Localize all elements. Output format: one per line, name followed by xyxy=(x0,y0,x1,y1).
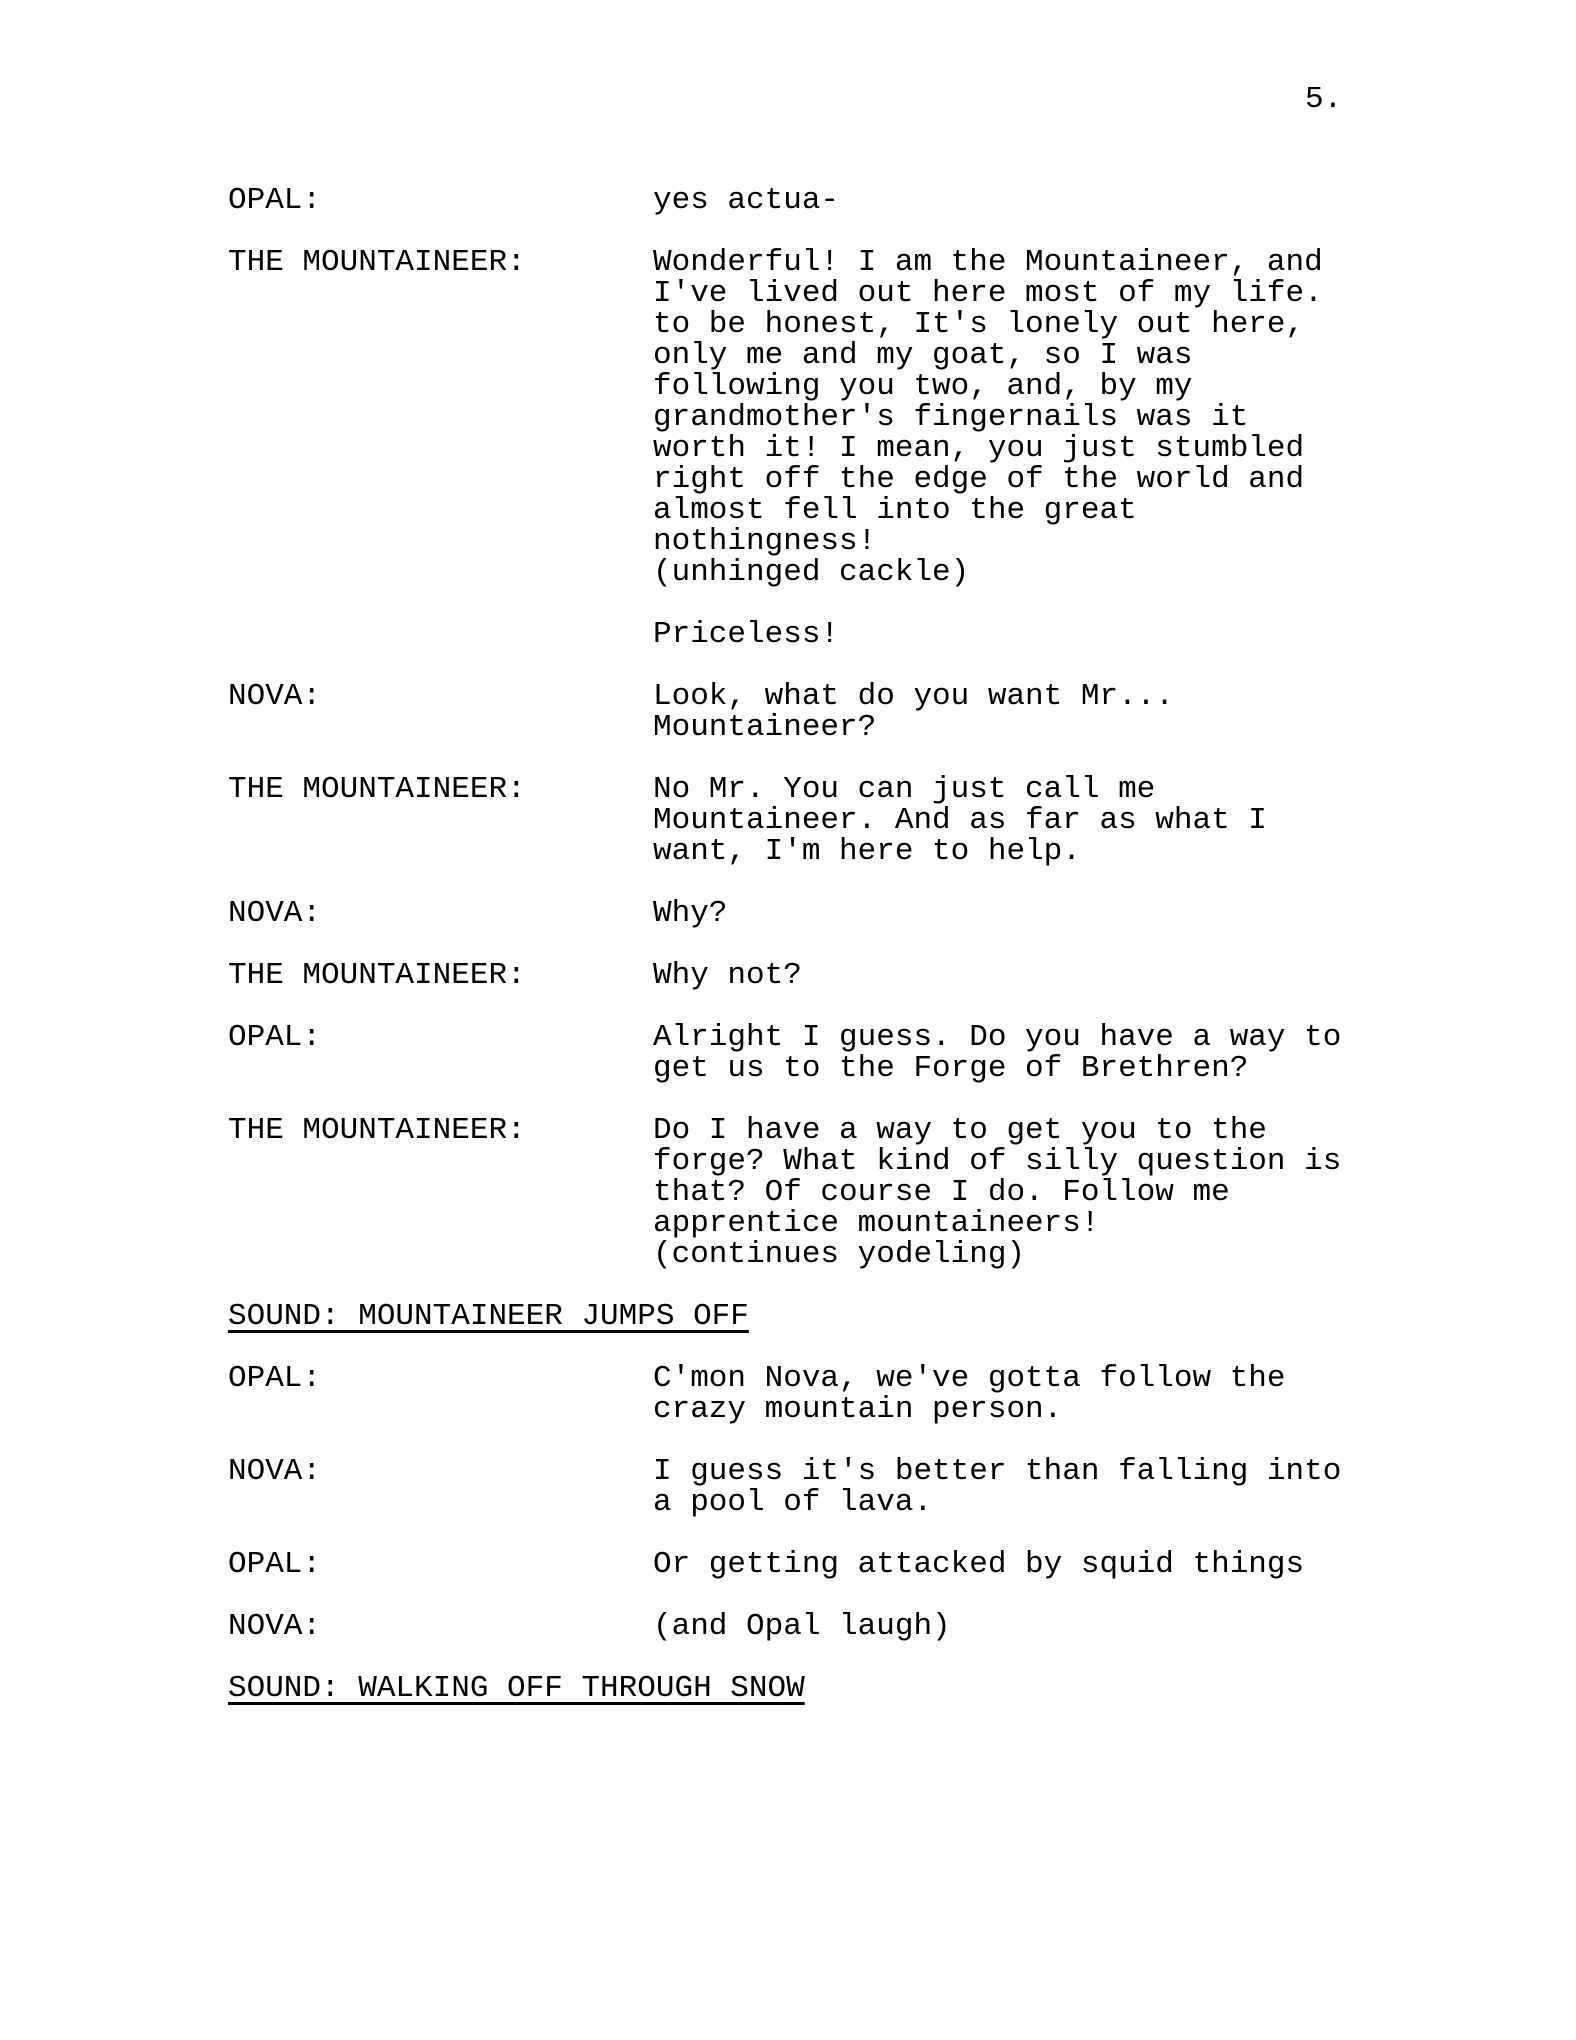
dialogue-block xyxy=(228,1115,1478,1270)
dialogue-text xyxy=(653,898,1478,929)
script-content xyxy=(228,185,1478,1735)
dialogue-line: nothingness! xyxy=(653,524,877,559)
dialogue-block xyxy=(228,898,1478,929)
speaker-name: THE MOUNTAINEER: xyxy=(228,958,526,993)
dialogue-text xyxy=(653,185,1478,216)
speaker-name: NOVA: xyxy=(228,679,322,714)
speaker-name: NOVA: xyxy=(228,1454,322,1489)
dialogue-line: Look, what do you want Mr... xyxy=(653,679,1174,714)
dialogue-line: Mountaineer? xyxy=(653,710,877,745)
dialogue-line: right off the edge of the world and xyxy=(653,462,1305,497)
dialogue-block xyxy=(228,247,1478,650)
dialogue-text xyxy=(653,960,1478,991)
dialogue-line: following you two, and, by my xyxy=(653,369,1193,404)
dialogue-line: Alright I guess. Do you have a way to xyxy=(653,1020,1342,1055)
dialogue-line: a pool of lava. xyxy=(653,1485,933,1520)
dialogue-block xyxy=(228,1022,1478,1084)
dialogue-line: almost fell into the great xyxy=(653,493,1137,528)
dialogue-block xyxy=(228,1549,1478,1580)
dialogue-line: Do I have a way to get you to the xyxy=(653,1113,1267,1148)
dialogue-line xyxy=(653,588,1478,619)
dialogue-line: only me and my goat, so I was xyxy=(653,338,1193,373)
dialogue-line: forge? What kind of silly question is xyxy=(653,1144,1342,1179)
speaker-name: THE MOUNTAINEER: xyxy=(228,1113,526,1148)
dialogue-line: Wonderful! I am the Mountaineer, and xyxy=(653,245,1323,280)
dialogue-line: Priceless! xyxy=(653,617,840,652)
dialogue-block xyxy=(228,960,1478,991)
speaker-name: OPAL: xyxy=(228,183,322,218)
dialogue-text xyxy=(653,247,1478,650)
sound-cue: SOUND: WALKING OFF THROUGH SNOW xyxy=(228,1671,805,1706)
page-number: 5. xyxy=(1305,82,1343,117)
dialogue-text xyxy=(653,1549,1478,1580)
dialogue-line: crazy mountain person. xyxy=(653,1392,1063,1427)
dialogue-line: grandmother's fingernails was it xyxy=(653,400,1249,435)
dialogue-block xyxy=(228,1363,1478,1425)
speaker-name: OPAL: xyxy=(228,1547,322,1582)
dialogue-text xyxy=(653,681,1478,743)
dialogue-text xyxy=(653,1363,1478,1425)
dialogue-line: (continues yodeling) xyxy=(653,1237,1026,1272)
speaker-name: OPAL: xyxy=(228,1020,322,1055)
dialogue-block xyxy=(228,774,1478,867)
dialogue-line: apprentice mountaineers! xyxy=(653,1206,1100,1241)
speaker-name: OPAL: xyxy=(228,1361,322,1396)
dialogue-block xyxy=(228,1611,1478,1642)
dialogue-block xyxy=(228,681,1478,743)
dialogue-block xyxy=(228,185,1478,216)
dialogue-line: I've lived out here most of my life. xyxy=(653,276,1323,311)
sound-cue: SOUND: MOUNTAINEER JUMPS OFF xyxy=(228,1299,749,1334)
dialogue-line: yes actua- xyxy=(653,183,840,218)
dialogue-text xyxy=(653,1115,1478,1270)
dialogue-line: Why not? xyxy=(653,958,802,993)
dialogue-line: Or getting attacked by squid things xyxy=(653,1547,1305,1582)
dialogue-line: Mountaineer. And as far as what I xyxy=(653,803,1267,838)
dialogue-text xyxy=(653,774,1478,867)
dialogue-line: (unhinged cackle) xyxy=(653,555,970,590)
dialogue-line: worth it! I mean, you just stumbled xyxy=(653,431,1305,466)
dialogue-line: want, I'm here to help. xyxy=(653,834,1081,869)
dialogue-line: No Mr. You can just call me xyxy=(653,772,1156,807)
speaker-name: THE MOUNTAINEER: xyxy=(228,245,526,280)
dialogue-line: get us to the Forge of Brethren? xyxy=(653,1051,1249,1086)
speaker-name: NOVA: xyxy=(228,896,322,931)
dialogue-block xyxy=(228,1456,1478,1518)
dialogue-line: Why? xyxy=(653,896,728,931)
dialogue-line: I guess it's better than falling into xyxy=(653,1454,1342,1489)
dialogue-line: (and Opal laugh) xyxy=(653,1609,951,1644)
speaker-name: THE MOUNTAINEER: xyxy=(228,772,526,807)
dialogue-text xyxy=(653,1611,1478,1642)
dialogue-line: to be honest, It's lonely out here, xyxy=(653,307,1305,342)
dialogue-text xyxy=(653,1456,1478,1518)
dialogue-line: C'mon Nova, we've gotta follow the xyxy=(653,1361,1286,1396)
dialogue-line: that? Of course I do. Follow me xyxy=(653,1175,1230,1210)
speaker-name: NOVA: xyxy=(228,1609,322,1644)
dialogue-text xyxy=(653,1022,1478,1084)
